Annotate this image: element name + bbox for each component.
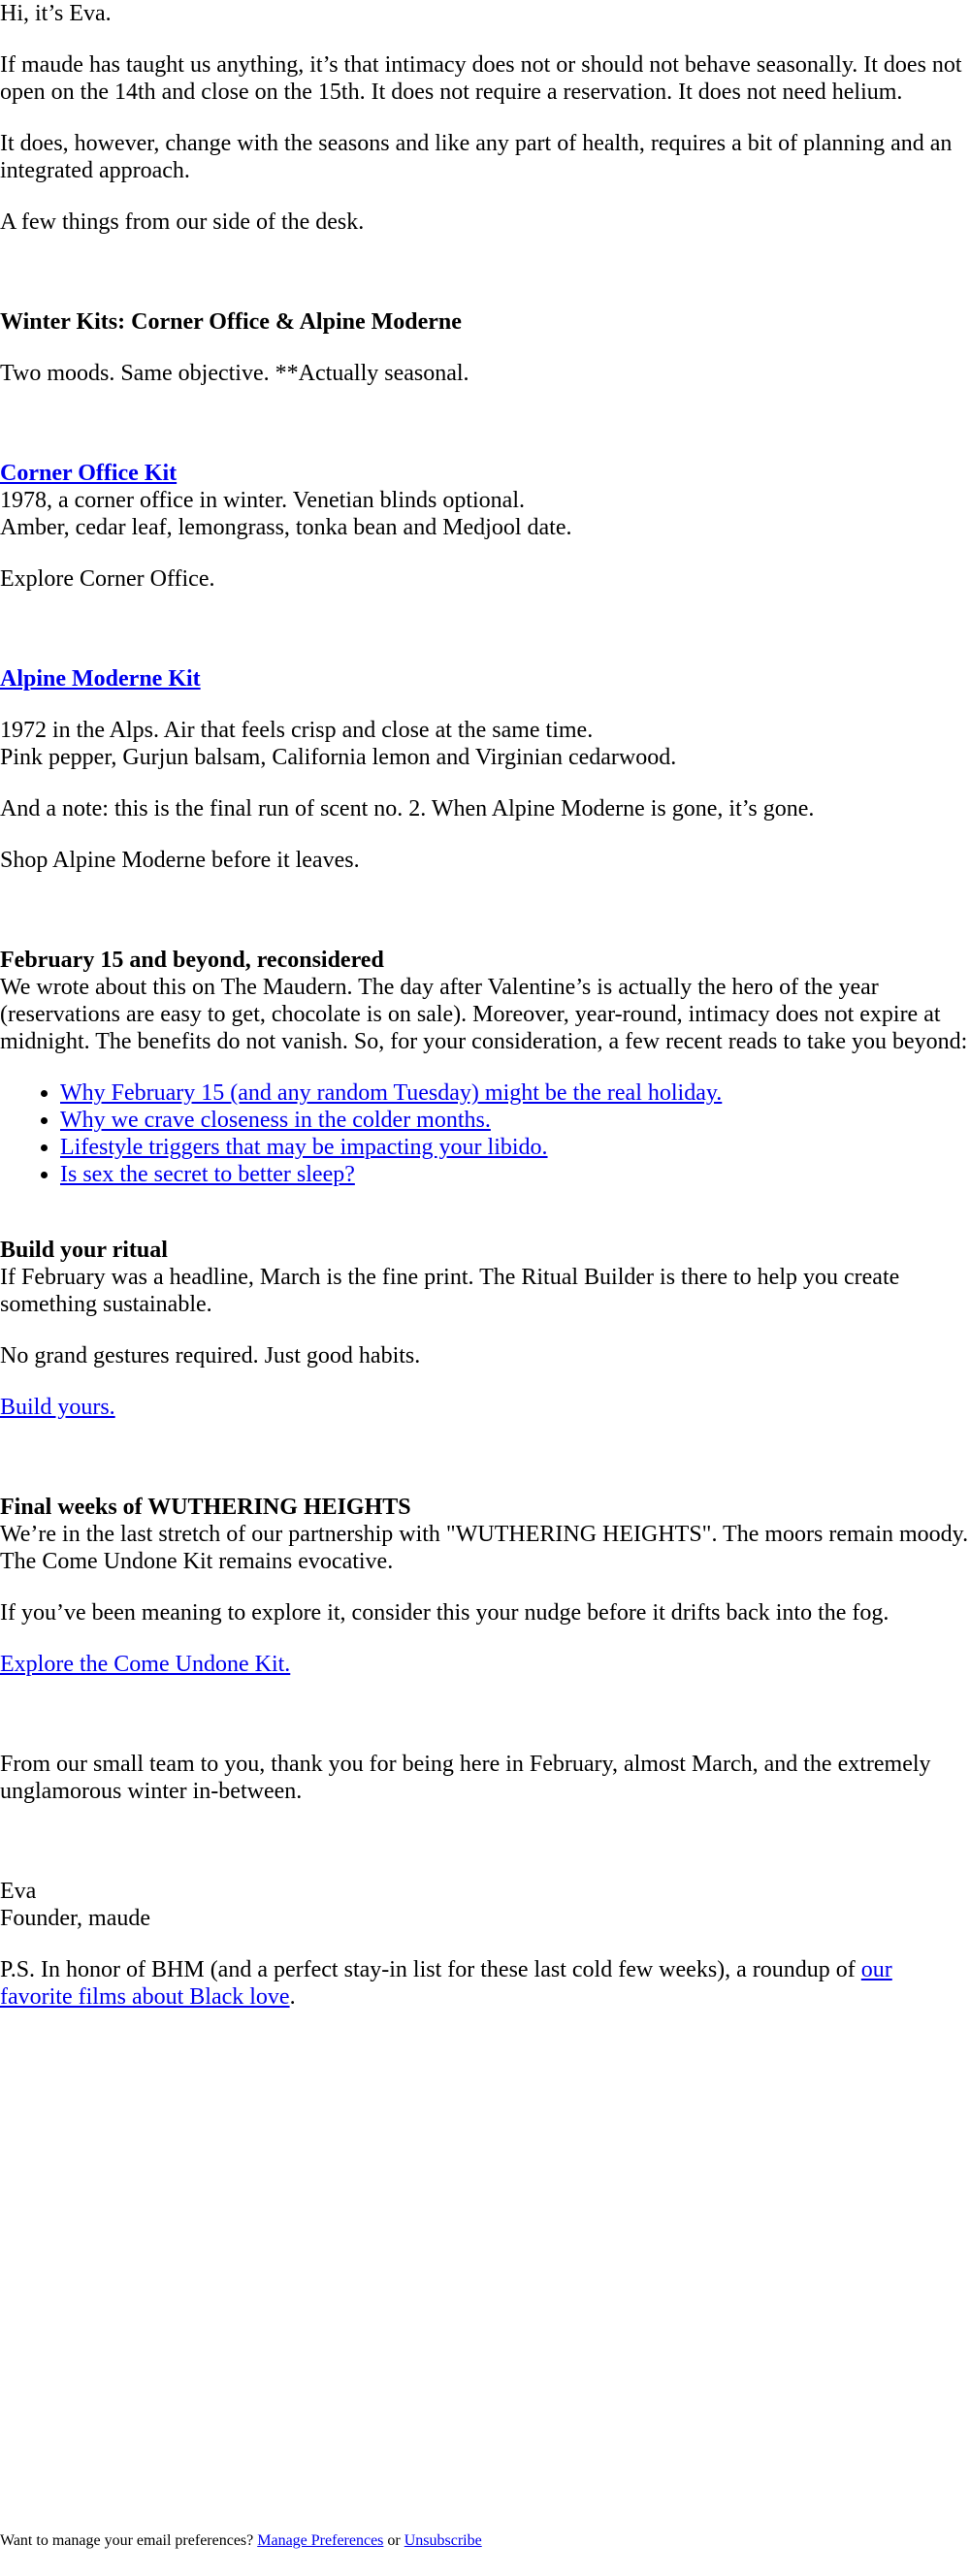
alpine-moderne-note: And a note: this is the final run of scent no. 2. When Alpine Moderne is gone, it’s gone. — [0, 796, 815, 821]
signature-title: Founder, maude — [0, 1906, 151, 1931]
section-spacer — [0, 1188, 970, 1237]
list-item — [60, 1079, 970, 1107]
alpine-moderne-line-2: Pink pepper, Gurjun balsam, California lemon and Virginian cedarwood. — [0, 745, 677, 770]
alpine-moderne-line-1: 1972 in the Alps. Air that feels crisp and close at the same time. — [0, 718, 594, 743]
unsubscribe-link[interactable]: Unsubscribe — [404, 2532, 482, 2549]
list-item — [60, 1107, 970, 1134]
alpine-moderne-block — [0, 665, 970, 874]
alpine-moderne-kit-link[interactable]: Alpine Moderne Kit — [0, 666, 201, 692]
manage-preferences-link[interactable]: Manage Preferences — [257, 2532, 384, 2549]
corner-office-line-1: 1978, a corner office in winter. Venetian blinds optional. — [0, 488, 525, 513]
intro-paragraph-1: If maude has taught us anything, it’s that intimacy does not or should not behave seasonally. It does not open on the 14th and close on the 15th. It does not require a reservation. It does not need helium. — [0, 52, 962, 105]
postscript-suffix: . — [289, 1984, 296, 2010]
corner-office-block — [0, 460, 970, 593]
ritual-section — [0, 1237, 970, 1421]
come-undone-kit-link[interactable]: Explore the Come Undone Kit. — [0, 1652, 291, 1677]
signature-name: Eva — [0, 1879, 37, 1904]
corner-office-cta: Explore Corner Office. — [0, 566, 215, 592]
ritual-line-2: No grand gestures required. Just good habits. — [0, 1343, 421, 1368]
winter-kits-heading: Winter Kits: Corner Office & Alpine Moderne — [0, 309, 462, 335]
ritual-body: If February was a headline, March is the fine print. The Ritual Builder is there to help you create something sustainable. — [0, 1265, 900, 1317]
section-spacer — [0, 898, 970, 947]
intro-paragraph-3: A few things from our side of the desk. — [0, 209, 365, 235]
wuthering-heading: Final weeks of WUTHERING HEIGHTS — [0, 1495, 411, 1520]
february-body: We wrote about this on The Maudern. The day after Valentine’s is actually the hero of the year (reservations are easy to get, chocolate is on sale). Moreover, year-round, intimacy does not expire at midnight. The benefits do not vanish. So, for your consideration, a few recent reads to take you beyond: — [0, 975, 968, 1054]
section-spacer — [0, 1829, 970, 1878]
build-yours-link[interactable]: Build yours. — [0, 1395, 115, 1420]
intro-paragraph-2: It does, however, change with the seasons and like any part of health, requires a bit of planning and an integrated approach. — [0, 131, 953, 183]
wuthering-line-2: If you’ve been meaning to explore it, consider this your nudge before it drifts back into the fog. — [0, 1600, 889, 1626]
read-link-sleep[interactable]: Is sex the secret to better sleep? — [60, 1162, 355, 1187]
greeting: Hi, it’s Eva. — [0, 1, 112, 26]
section-spacer — [0, 260, 970, 308]
winter-kits-subheading: Two moods. Same objective. **Actually seasonal. — [0, 361, 469, 386]
corner-office-kit-link[interactable]: Corner Office Kit — [0, 461, 178, 486]
black-love-films-link[interactable]: our favorite films about Black love — [0, 1957, 892, 2010]
alpine-moderne-cta: Shop Alpine Moderne before it leaves. — [0, 848, 360, 873]
footer-or: or — [383, 2532, 404, 2549]
postscript-text: P.S. In honor of BHM (and a perfect stay-in list for these last cold few weeks), a roundup of — [0, 1957, 861, 1982]
february-section — [0, 947, 970, 1188]
corner-office-line-2: Amber, cedar leaf, lemongrass, tonka bean and Medjool date. — [0, 515, 572, 540]
february-heading: February 15 and beyond, reconsidered — [0, 948, 384, 973]
winter-kits-section — [0, 308, 970, 874]
footer-text: Want to manage your email preferences? — [0, 2532, 258, 2549]
list-item — [60, 1134, 970, 1161]
wuthering-body: We’re in the last stretch of our partnership with "WUTHERING HEIGHTS". The moors remain moody. The Come Undone Kit remains evocative. — [0, 1522, 969, 1574]
postscript — [0, 1956, 970, 2011]
section-spacer — [0, 411, 970, 460]
closing-section — [0, 1751, 970, 2011]
closing-thanks: From our small team to you, thank you for being here in February, almost March, and the extremely unglamorous winter in-between. — [0, 1752, 931, 1804]
list-item — [60, 1161, 970, 1188]
ritual-heading: Build your ritual — [0, 1238, 168, 1263]
wuthering-section — [0, 1494, 970, 1678]
read-link-closeness[interactable]: Why we crave closeness in the colder months. — [60, 1108, 491, 1133]
reading-list — [0, 1079, 970, 1188]
section-spacer — [0, 1445, 970, 1494]
read-link-libido[interactable]: Lifestyle triggers that may be impacting your libido. — [60, 1135, 548, 1160]
email-footer — [0, 2531, 482, 2551]
read-link-feb-15[interactable]: Why February 15 (and any random Tuesday) might be the real holiday. — [60, 1080, 723, 1106]
section-spacer — [0, 617, 970, 665]
section-spacer — [0, 1702, 970, 1751]
